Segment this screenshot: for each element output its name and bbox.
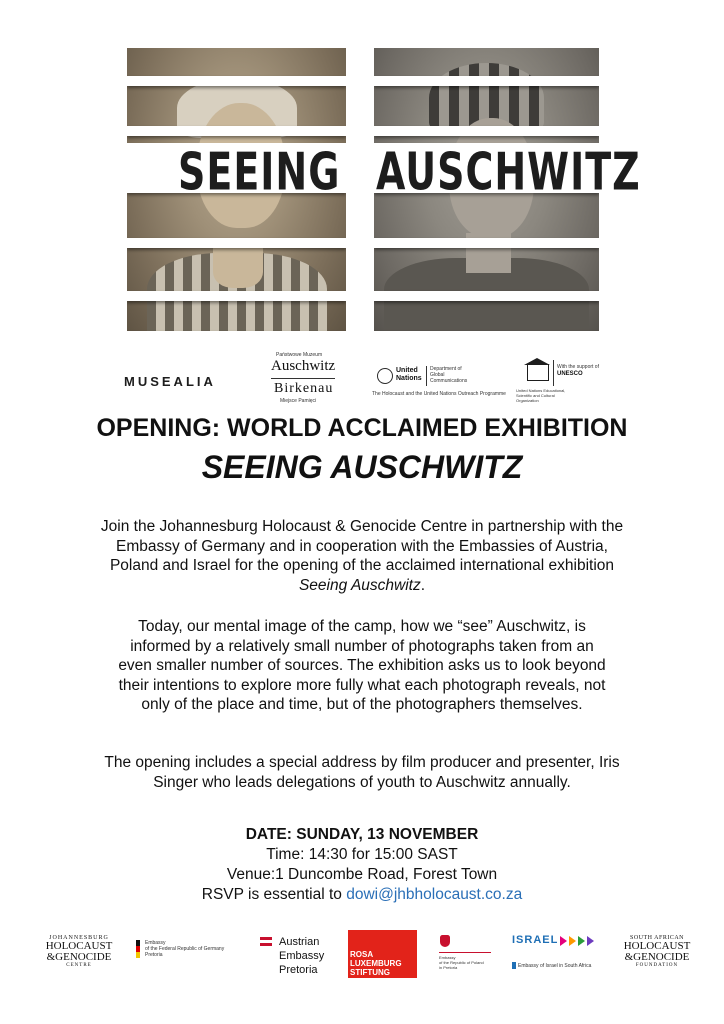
context-text: Today, our mental image of the camp, how we “see” Auschwitz, is informed by a relatively small number of photographs taken from an even smaller number of sources. The exhibition asks us to look beyond their intentions to explore more fully what each photograph reveals, not only of the place and time, but of the photographers themselves. <box>118 618 606 713</box>
event-time: Time: 14:30 for 15:00 SAST <box>266 846 458 863</box>
germany-line-1: Embassy <box>145 940 166 946</box>
un-name-2: Nations <box>396 375 422 382</box>
rosa-line-3: STIFTUNG <box>350 968 390 977</box>
jhb-line-2: HOLOCAUST <box>45 940 113 952</box>
poland-eagle-icon <box>440 935 450 947</box>
jhb-line-1: JOHANNESBURG <box>49 935 109 941</box>
rosa-line-2: LUXEMBURG <box>350 959 402 968</box>
rosa-line-1: ROSA <box>350 950 374 959</box>
sa-line-2: HOLOCAUST <box>623 940 691 952</box>
rosa-text <box>350 950 402 977</box>
un-dept: Department of Global Communications <box>430 366 468 384</box>
jhb-line-4: CENTRE <box>66 963 92 968</box>
rsvp-label: RSVP is essential to <box>201 886 347 903</box>
sa-line-3: &GENOCIDE <box>624 951 690 963</box>
poland-line-3: in Pretoria <box>439 965 458 970</box>
intro-end: . <box>420 576 426 594</box>
germany-line-3: Pretoria <box>145 952 163 958</box>
poster-title-auschwitz: AUSCHWITZ <box>376 142 641 202</box>
israel-embassy-logo <box>512 934 616 974</box>
jhb-line-3: &GENOCIDE <box>46 951 112 963</box>
israel-wordmark: ISRAEL <box>512 934 559 946</box>
museum-name-1: Auschwitz <box>271 358 336 374</box>
unesco-org: United Nations Educational, Scientific and Cultural Organization <box>516 388 566 403</box>
rsvp-email-link[interactable]: dowi@jhbholocaust.co.za <box>346 886 523 903</box>
headline-opening: OPENING: WORLD ACCLAIMED EXHIBITION <box>96 414 628 442</box>
germany-text <box>145 940 245 958</box>
poland-text <box>439 955 495 970</box>
museum-top-text: Państwowe Muzeum <box>276 352 323 358</box>
israel-text: Embassy of Israel in South Africa <box>518 963 592 969</box>
museum-name-2: Birkenau <box>274 381 334 396</box>
un-emblem-icon <box>377 368 393 384</box>
austria-line-2: Embassy <box>279 950 325 962</box>
museum-bottom-text: Miejsce Pamięci <box>280 398 317 404</box>
speaker-text: The opening includes a special address by film producer and presenter, Iris Singer who leads delegations of youth to Auschwitz annually. <box>104 754 620 791</box>
intro-text: Join the Johannesburg Holocaust & Genocide Centre in partnership with the Embassy of Germany and in cooperation with the Embassies of Austria, Poland and Israel for the opening of the acclaimed international exhibition <box>100 518 624 574</box>
unesco-temple-icon <box>527 364 549 381</box>
austria-text <box>279 935 324 977</box>
headline-title: SEEING AUSCHWITZ <box>201 449 523 485</box>
jhb-centre-logo <box>40 935 118 968</box>
sa-line-1: SOUTH AFRICAN <box>629 935 684 941</box>
event-date: DATE: SUNDAY, 13 NOVEMBER <box>245 826 479 843</box>
rosa-luxemburg-logo <box>348 930 417 978</box>
un-programme: The Holocaust and the United Nations Outreach Programme <box>372 391 506 397</box>
speaker-paragraph <box>100 753 624 792</box>
unesco-support-2: UNESCO <box>557 371 583 377</box>
event-rsvp <box>0 885 724 904</box>
event-venue: Venue:1 Duncombe Road, Forest Town <box>226 866 498 883</box>
unesco-support-1: With the support of <box>557 364 599 370</box>
poland-line-1: Embassy <box>439 955 456 960</box>
context-paragraph <box>112 617 612 715</box>
austria-line-3: Pretoria <box>279 964 318 976</box>
intro-italic: Seeing Auschwitz <box>298 576 421 594</box>
sa-foundation-logo <box>620 935 694 968</box>
poland-line-2: of the Republic of Poland <box>439 960 484 965</box>
germany-line-2: of the Federal Republic of Germany <box>145 946 225 952</box>
musealia-logo: MUSEALIA <box>124 374 216 389</box>
poster-title-seeing: SEEING <box>178 142 341 202</box>
un-name-1: United <box>396 367 418 374</box>
intro-paragraph <box>100 517 624 595</box>
austria-line-1: Austrian <box>279 936 320 948</box>
sa-line-4: FOUNDATION <box>635 963 679 968</box>
